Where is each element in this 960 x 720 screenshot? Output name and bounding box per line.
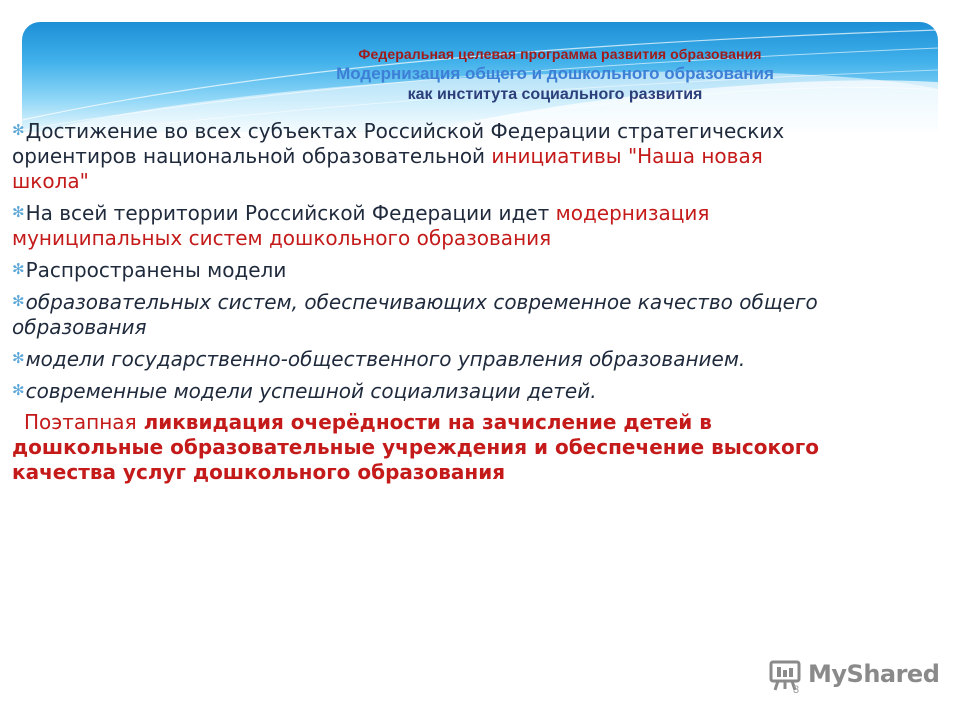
bullet-item	[12, 346, 842, 372]
bullet-item	[12, 289, 842, 340]
asterisk-bullet-icon: ✻	[12, 121, 25, 139]
bullet-item	[12, 378, 842, 404]
item-text-highlight: инициативы "Наша новая школа"	[12, 144, 763, 193]
item-text: Достижение во всех субъектах Российской Федерации стратегических ориентиров национальной образовательной	[12, 119, 785, 168]
page-number: 3	[793, 684, 800, 696]
asterisk-bullet-icon: ✻	[12, 381, 25, 399]
asterisk-bullet-icon: ✻	[12, 203, 25, 221]
closing-paragraph	[12, 410, 842, 485]
slide-body	[12, 118, 842, 491]
closing-first-word: Поэтапная	[24, 410, 137, 434]
asterisk-bullet-icon: ✻	[12, 292, 25, 310]
bullet-item	[12, 200, 842, 251]
asterisk-bullet-icon: ✻	[12, 260, 25, 278]
watermark-text: MyShared	[808, 660, 940, 688]
item-text: Распространены модели	[25, 258, 287, 282]
asterisk-bullet-icon: ✻	[12, 349, 25, 367]
bullet-item	[12, 118, 842, 194]
bullet-item	[12, 257, 842, 283]
closing-text: ликвидация очерёдности на зачисление детей в дошкольные образовательные учреждения и обеспечение высокого качества услуг дошкольного образования	[12, 410, 819, 484]
program-title: Федеральная целевая программа развития образования	[358, 46, 762, 62]
slide-subtitle-line1: Модернизация общего и дошкольного образования	[336, 64, 774, 83]
item-text: образовательных систем, обеспечивающих современное качество общего образования	[12, 290, 818, 339]
slide-subtitle-line2: как института социального развития	[407, 86, 703, 103]
item-text: На всей территории Российской Федерации идет	[25, 201, 556, 225]
item-text: модели государственно-общественного управления образованием.	[25, 347, 746, 371]
item-text-highlight: модернизация муниципальных систем дошкольного образования	[12, 201, 710, 250]
item-text: современные модели успешной социализации детей.	[25, 379, 597, 403]
